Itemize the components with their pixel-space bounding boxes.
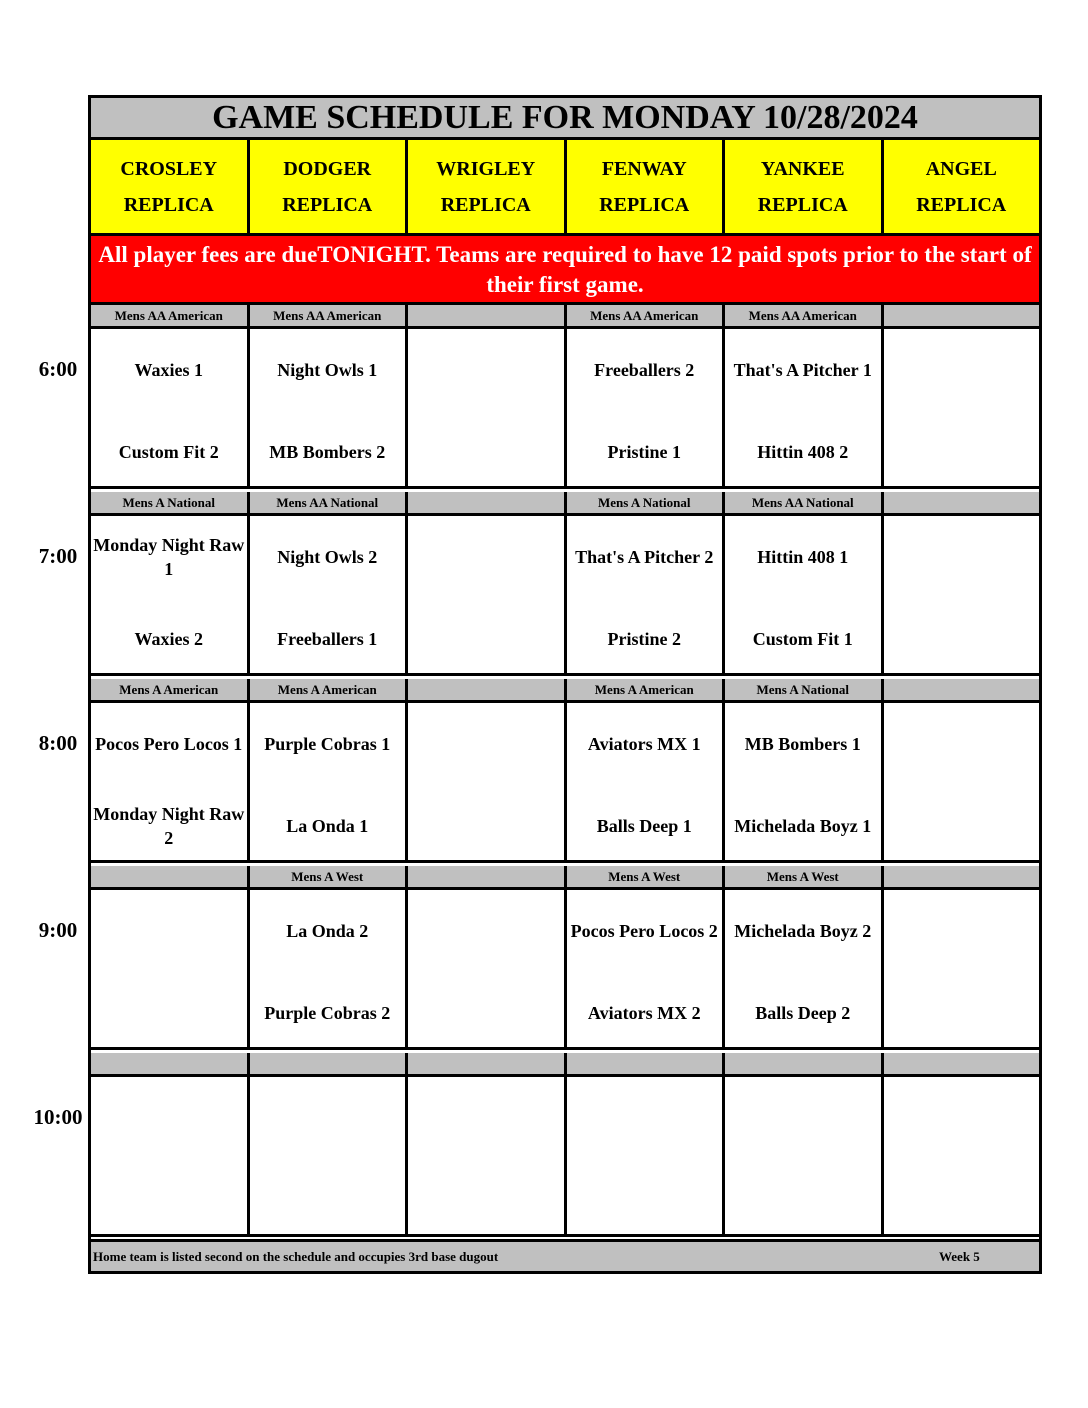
home-team	[408, 1176, 564, 1224]
away-team: Night Owls 2	[277, 547, 378, 567]
away-team: La Onda 2	[286, 921, 369, 941]
division-label: Mens A West	[567, 866, 726, 887]
home-team	[884, 989, 1040, 1037]
game-cell	[725, 703, 884, 860]
division-row	[91, 492, 1039, 516]
game-cell	[567, 890, 726, 1047]
division-label	[408, 1053, 567, 1074]
away-team	[884, 720, 1040, 768]
game-cell	[91, 516, 250, 673]
game-cell	[408, 703, 567, 860]
home-team: Balls Deep 2	[755, 1003, 851, 1023]
week-label: Week 5	[939, 1249, 980, 1264]
away-team: Hittin 408 1	[757, 547, 849, 567]
game-row	[91, 890, 1039, 1050]
field-type: REPLICA	[599, 193, 690, 216]
home-team	[884, 802, 1040, 850]
game-cell	[884, 1077, 1040, 1234]
home-team	[408, 989, 564, 1037]
away-team	[884, 533, 1040, 581]
division-label	[884, 492, 1040, 513]
game-row	[91, 703, 1039, 863]
home-team: Pristine 1	[607, 442, 681, 462]
field-type: REPLICA	[440, 193, 531, 216]
field-name: FENWAY	[601, 157, 687, 180]
time-slot-block	[91, 305, 1039, 489]
division-label: Mens AA National	[725, 492, 884, 513]
game-cell	[250, 329, 409, 486]
home-team	[884, 428, 1040, 476]
game-row	[91, 329, 1039, 489]
away-team	[408, 346, 564, 394]
division-label	[884, 305, 1040, 326]
away-team: Night Owls 1	[277, 360, 378, 380]
away-team	[408, 533, 564, 581]
away-team	[725, 1094, 881, 1142]
field-name: CROSLEY	[120, 157, 218, 180]
home-team: Pristine 2	[607, 629, 681, 649]
away-team	[884, 907, 1040, 955]
away-team	[408, 720, 564, 768]
home-team	[884, 615, 1040, 663]
game-cell	[91, 890, 250, 1047]
time-slot-block	[91, 679, 1039, 863]
home-team: Michelada Boyz 1	[734, 816, 872, 836]
home-team: Freeballers 1	[277, 629, 378, 649]
time-label: 10:00	[33, 1105, 83, 1129]
game-cell	[567, 1077, 726, 1234]
division-label	[408, 866, 567, 887]
game-cell	[725, 890, 884, 1047]
field-name: WRIGLEY	[436, 157, 536, 180]
field-type: REPLICA	[282, 193, 373, 216]
away-team	[884, 346, 1040, 394]
division-label	[91, 866, 250, 887]
field-header-wrigley	[408, 140, 567, 233]
game-cell	[725, 329, 884, 486]
time-slot-block	[91, 1053, 1039, 1237]
home-team	[91, 1176, 247, 1224]
game-cell	[91, 703, 250, 860]
game-cell	[250, 516, 409, 673]
home-team: La Onda 1	[286, 816, 369, 836]
home-team: Hittin 408 2	[757, 442, 849, 462]
game-cell	[884, 329, 1040, 486]
game-cell	[567, 329, 726, 486]
away-team: Michelada Boyz 2	[734, 921, 872, 941]
game-cell	[408, 1077, 567, 1234]
away-team	[408, 1094, 564, 1142]
fees-notice-banner: All player fees are dueTONIGHT. Teams are required to have 12 paid spots prior to the start of their first game.	[91, 236, 1039, 305]
division-label: Mens A National	[567, 492, 726, 513]
away-team	[408, 907, 564, 955]
game-cell	[725, 1077, 884, 1234]
game-cell	[567, 516, 726, 673]
field-header-crosley	[91, 140, 250, 233]
division-label	[884, 866, 1040, 887]
time-slot-block	[91, 866, 1039, 1050]
division-label	[408, 492, 567, 513]
away-team: Aviators MX 1	[587, 734, 701, 754]
game-cell	[408, 890, 567, 1047]
game-cell	[567, 703, 726, 860]
time-label: 9:00	[38, 918, 78, 942]
field-type: REPLICA	[916, 193, 1007, 216]
away-team	[91, 907, 247, 955]
division-label	[567, 1053, 726, 1074]
game-cell	[884, 703, 1040, 860]
division-label: Mens AA American	[725, 305, 884, 326]
field-type: REPLICA	[757, 193, 848, 216]
division-label: Mens A West	[250, 866, 409, 887]
division-label	[884, 1053, 1040, 1074]
division-label	[91, 1053, 250, 1074]
division-label: Mens A West	[725, 866, 884, 887]
division-label: Mens A National	[725, 679, 884, 700]
home-team: Custom Fit 2	[118, 442, 219, 462]
home-team: Balls Deep 1	[596, 816, 692, 836]
home-team: Monday Night Raw 2	[93, 804, 245, 848]
home-team: Custom Fit 1	[752, 629, 853, 649]
away-team: Freeballers 2	[594, 360, 695, 380]
away-team: Waxies 1	[134, 360, 203, 380]
division-label: Mens A American	[91, 679, 250, 700]
time-label: 8:00	[38, 731, 78, 755]
time-label: 7:00	[38, 544, 78, 568]
home-team	[725, 1176, 881, 1224]
game-cell	[408, 516, 567, 673]
home-team	[408, 615, 564, 663]
field-name: ANGEL	[925, 157, 997, 180]
away-team: Pocos Pero Locos 1	[95, 734, 243, 754]
division-label	[725, 1053, 884, 1074]
field-header-yankee	[725, 140, 884, 233]
game-cell	[91, 329, 250, 486]
away-team: Monday Night Raw 1	[93, 535, 245, 579]
division-label: Mens A National	[91, 492, 250, 513]
division-label	[408, 679, 567, 700]
division-label	[408, 305, 567, 326]
game-cell	[250, 1077, 409, 1234]
game-cell	[250, 703, 409, 860]
game-cell	[884, 890, 1040, 1047]
home-team	[408, 428, 564, 476]
division-label: Mens A American	[567, 679, 726, 700]
home-team	[884, 1176, 1040, 1224]
game-cell	[884, 516, 1040, 673]
division-label: Mens AA American	[91, 305, 250, 326]
field-header-row	[91, 140, 1039, 236]
home-team-note: Home team is listed second on the schedule and occupies 3rd base dugout	[93, 1249, 499, 1264]
away-team	[91, 1094, 247, 1142]
division-label: Mens AA American	[567, 305, 726, 326]
field-type: REPLICA	[123, 193, 214, 216]
field-name: YANKEE	[760, 157, 845, 180]
home-team: Waxies 2	[134, 629, 203, 649]
division-label: Mens A American	[250, 679, 409, 700]
division-row	[91, 866, 1039, 890]
away-team: Purple Cobras 1	[264, 734, 391, 754]
away-team	[250, 1094, 406, 1142]
home-team	[250, 1176, 406, 1224]
division-row	[91, 679, 1039, 703]
game-cell	[408, 329, 567, 486]
game-row	[91, 516, 1039, 676]
division-row	[91, 305, 1039, 329]
field-header-angel	[884, 140, 1040, 233]
schedule-sheet	[88, 95, 1042, 1274]
home-team: Aviators MX 2	[587, 1003, 701, 1023]
home-team: MB Bombers 2	[269, 442, 386, 462]
division-label	[250, 1053, 409, 1074]
home-team	[91, 989, 247, 1037]
time-slot-block	[91, 492, 1039, 676]
away-team: MB Bombers 1	[744, 734, 861, 754]
game-row	[91, 1077, 1039, 1237]
home-team	[567, 1176, 723, 1224]
schedule-title: GAME SCHEDULE FOR MONDAY 10/28/2024	[91, 98, 1039, 140]
game-cell	[91, 1077, 250, 1234]
game-cell	[725, 516, 884, 673]
field-header-dodger	[250, 140, 409, 233]
home-team	[408, 802, 564, 850]
field-name: DODGER	[283, 157, 372, 180]
game-cell	[250, 890, 409, 1047]
division-label: Mens AA American	[250, 305, 409, 326]
away-team: Pocos Pero Locos 2	[570, 921, 718, 941]
away-team: That's A Pitcher 2	[575, 547, 714, 567]
home-team: Purple Cobras 2	[264, 1003, 391, 1023]
division-label: Mens AA National	[250, 492, 409, 513]
division-row	[91, 1053, 1039, 1077]
footer-bar	[91, 1239, 1039, 1271]
away-team	[567, 1094, 723, 1142]
time-label: 6:00	[38, 357, 78, 381]
field-header-fenway	[567, 140, 726, 233]
away-team	[884, 1094, 1040, 1142]
away-team: That's A Pitcher 1	[733, 360, 872, 380]
division-label	[884, 679, 1040, 700]
